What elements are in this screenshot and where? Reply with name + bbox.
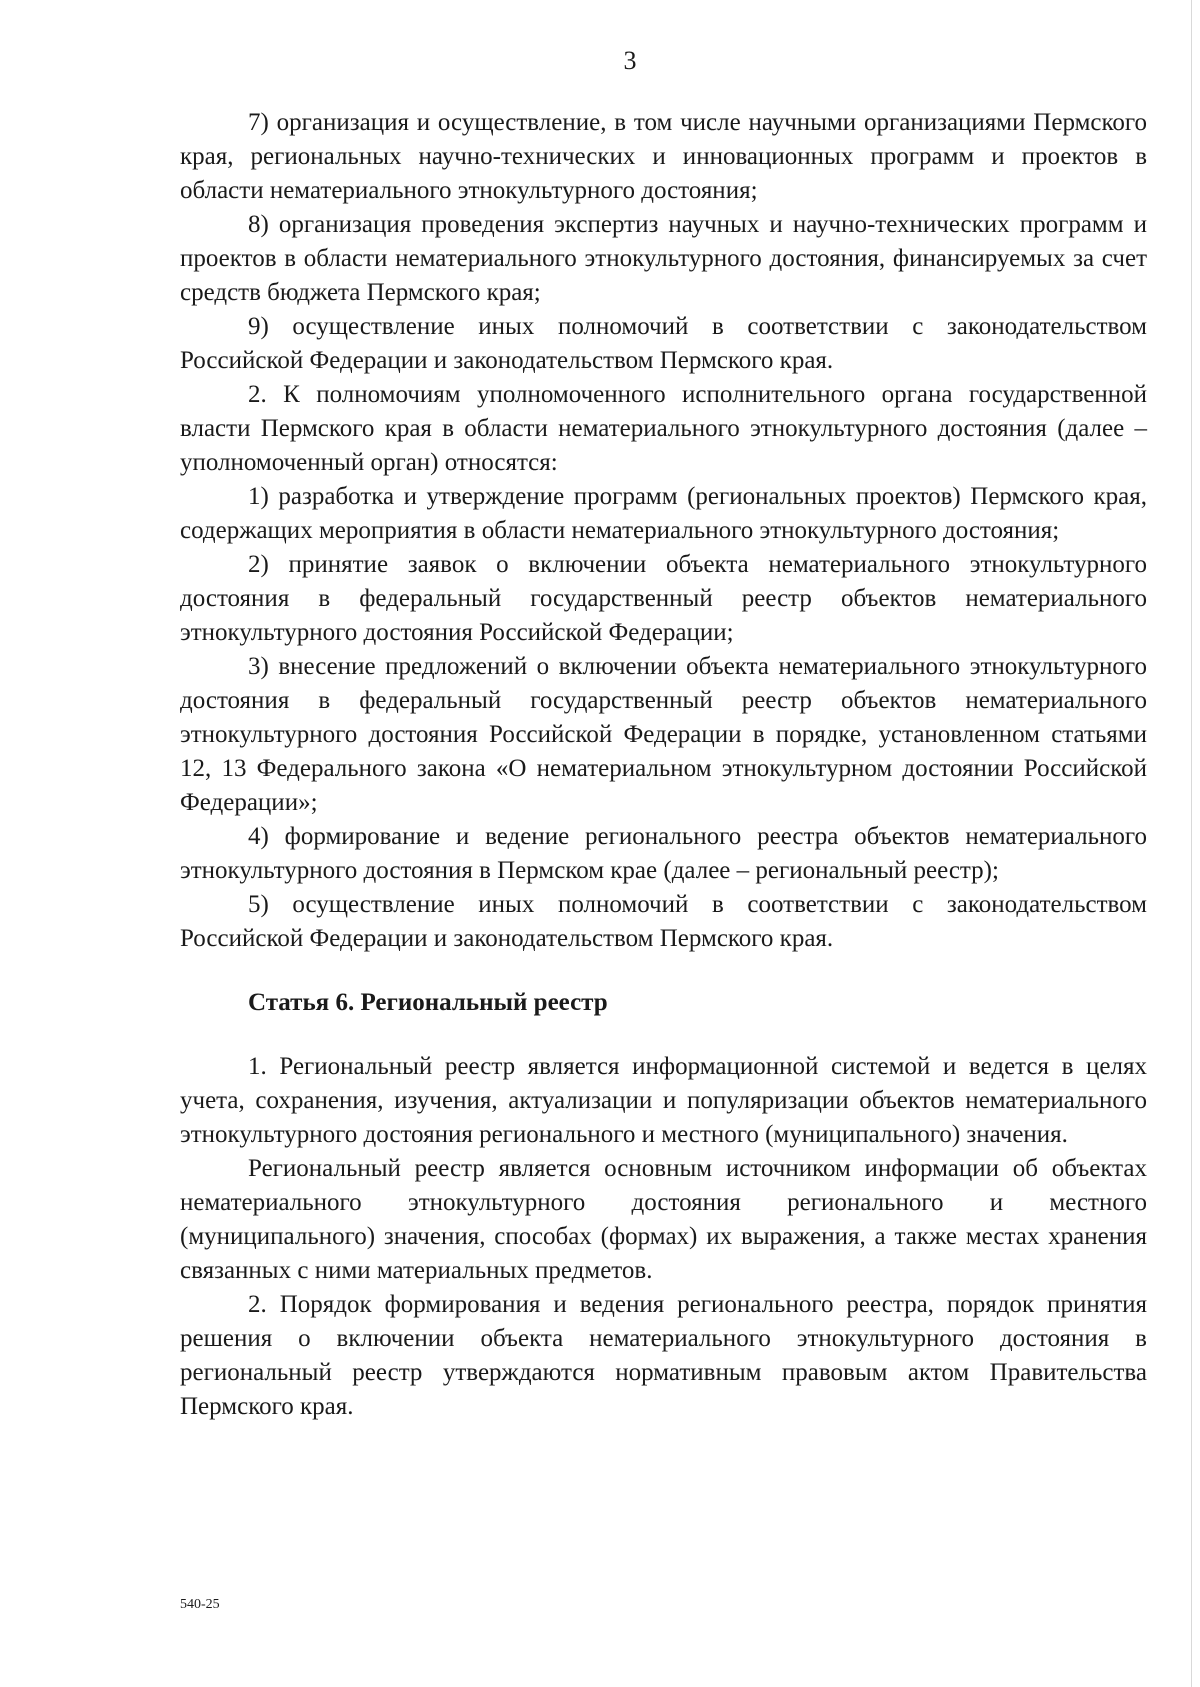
paragraph: 5) осуществление иных полномочий в соответствии с законодательством Российской Федерации и законодательством Пермского края. bbox=[180, 891, 1147, 952]
scan-edge-line bbox=[1191, 0, 1192, 1687]
paragraph: 2. К полномочиям уполномоченного исполнительного органа государственной власти Пермского края в области нематериального этнокультурного достояния (далее – уполномоченный орган) относятся: bbox=[180, 381, 1147, 476]
article-heading: Статья 6. Региональный реестр bbox=[248, 989, 608, 1016]
paragraph: 2) принятие заявок о включении объекта нематериального этнокультурного достояния в федеральный государственный реестр объектов нематериального этнокультурного достояния Российской Федерации; bbox=[180, 551, 1147, 646]
footer-document-code: 540-25 bbox=[180, 1597, 220, 1612]
paragraph: 7) организация и осуществление, в том числе научными организациями Пермского края, региональных научно-технических и инновационных программ и проектов в области нематериального этнокультурного достояния; bbox=[180, 109, 1147, 204]
document-body bbox=[180, 106, 1147, 1424]
paragraph: 1. Региональный реестр является информационной системой и ведется в целях учета, сохранения, изучения, актуализации и популяризации объектов нематериального этнокультурного достояния регионального и местного (муниципального) значения. bbox=[180, 1053, 1147, 1148]
paragraph: 4) формирование и ведение регионального реестра объектов нематериального этнокультурного достояния в Пермском крае (далее – региональный реестр); bbox=[180, 823, 1147, 884]
paragraph: 1) разработка и утверждение программ (региональных проектов) Пермского края, содержащих мероприятия в области нематериального этнокультурного достояния; bbox=[180, 483, 1147, 544]
paragraph: 3) внесение предложений о включении объекта нематериального этнокультурного достояния в федеральный государственный реестр объектов нематериального этнокультурного достояния Российской Федерации в порядке, установленном статьями 12, 13 Федерального закона «О нематериальном этнокультурном достоянии Российской Федерации»; bbox=[180, 653, 1147, 816]
paragraph: 8) организация проведения экспертиз научных и научно-технических программ и проектов в области нематериального этнокультурного достояния, финансируемых за счет средств бюджета Пермского края; bbox=[180, 211, 1147, 306]
paragraph: Региональный реестр является основным источником информации об объектах нематериального этнокультурного достояния регионального и местного (муниципального) значения, способах (формах) их выражения, а также местах хранения связанных с ними материальных предметов. bbox=[180, 1155, 1147, 1284]
page-number: 3 bbox=[623, 46, 637, 75]
paragraph: 2. Порядок формирования и ведения регионального реестра, порядок принятия решения о включении объекта нематериального этнокультурного достояния в региональный реестр утверждаются нормативным правовым актом Правительства Пермского края. bbox=[180, 1291, 1147, 1420]
paragraph: 9) осуществление иных полномочий в соответствии с законодательством Российской Федерации и законодательством Пермского края. bbox=[180, 313, 1147, 374]
